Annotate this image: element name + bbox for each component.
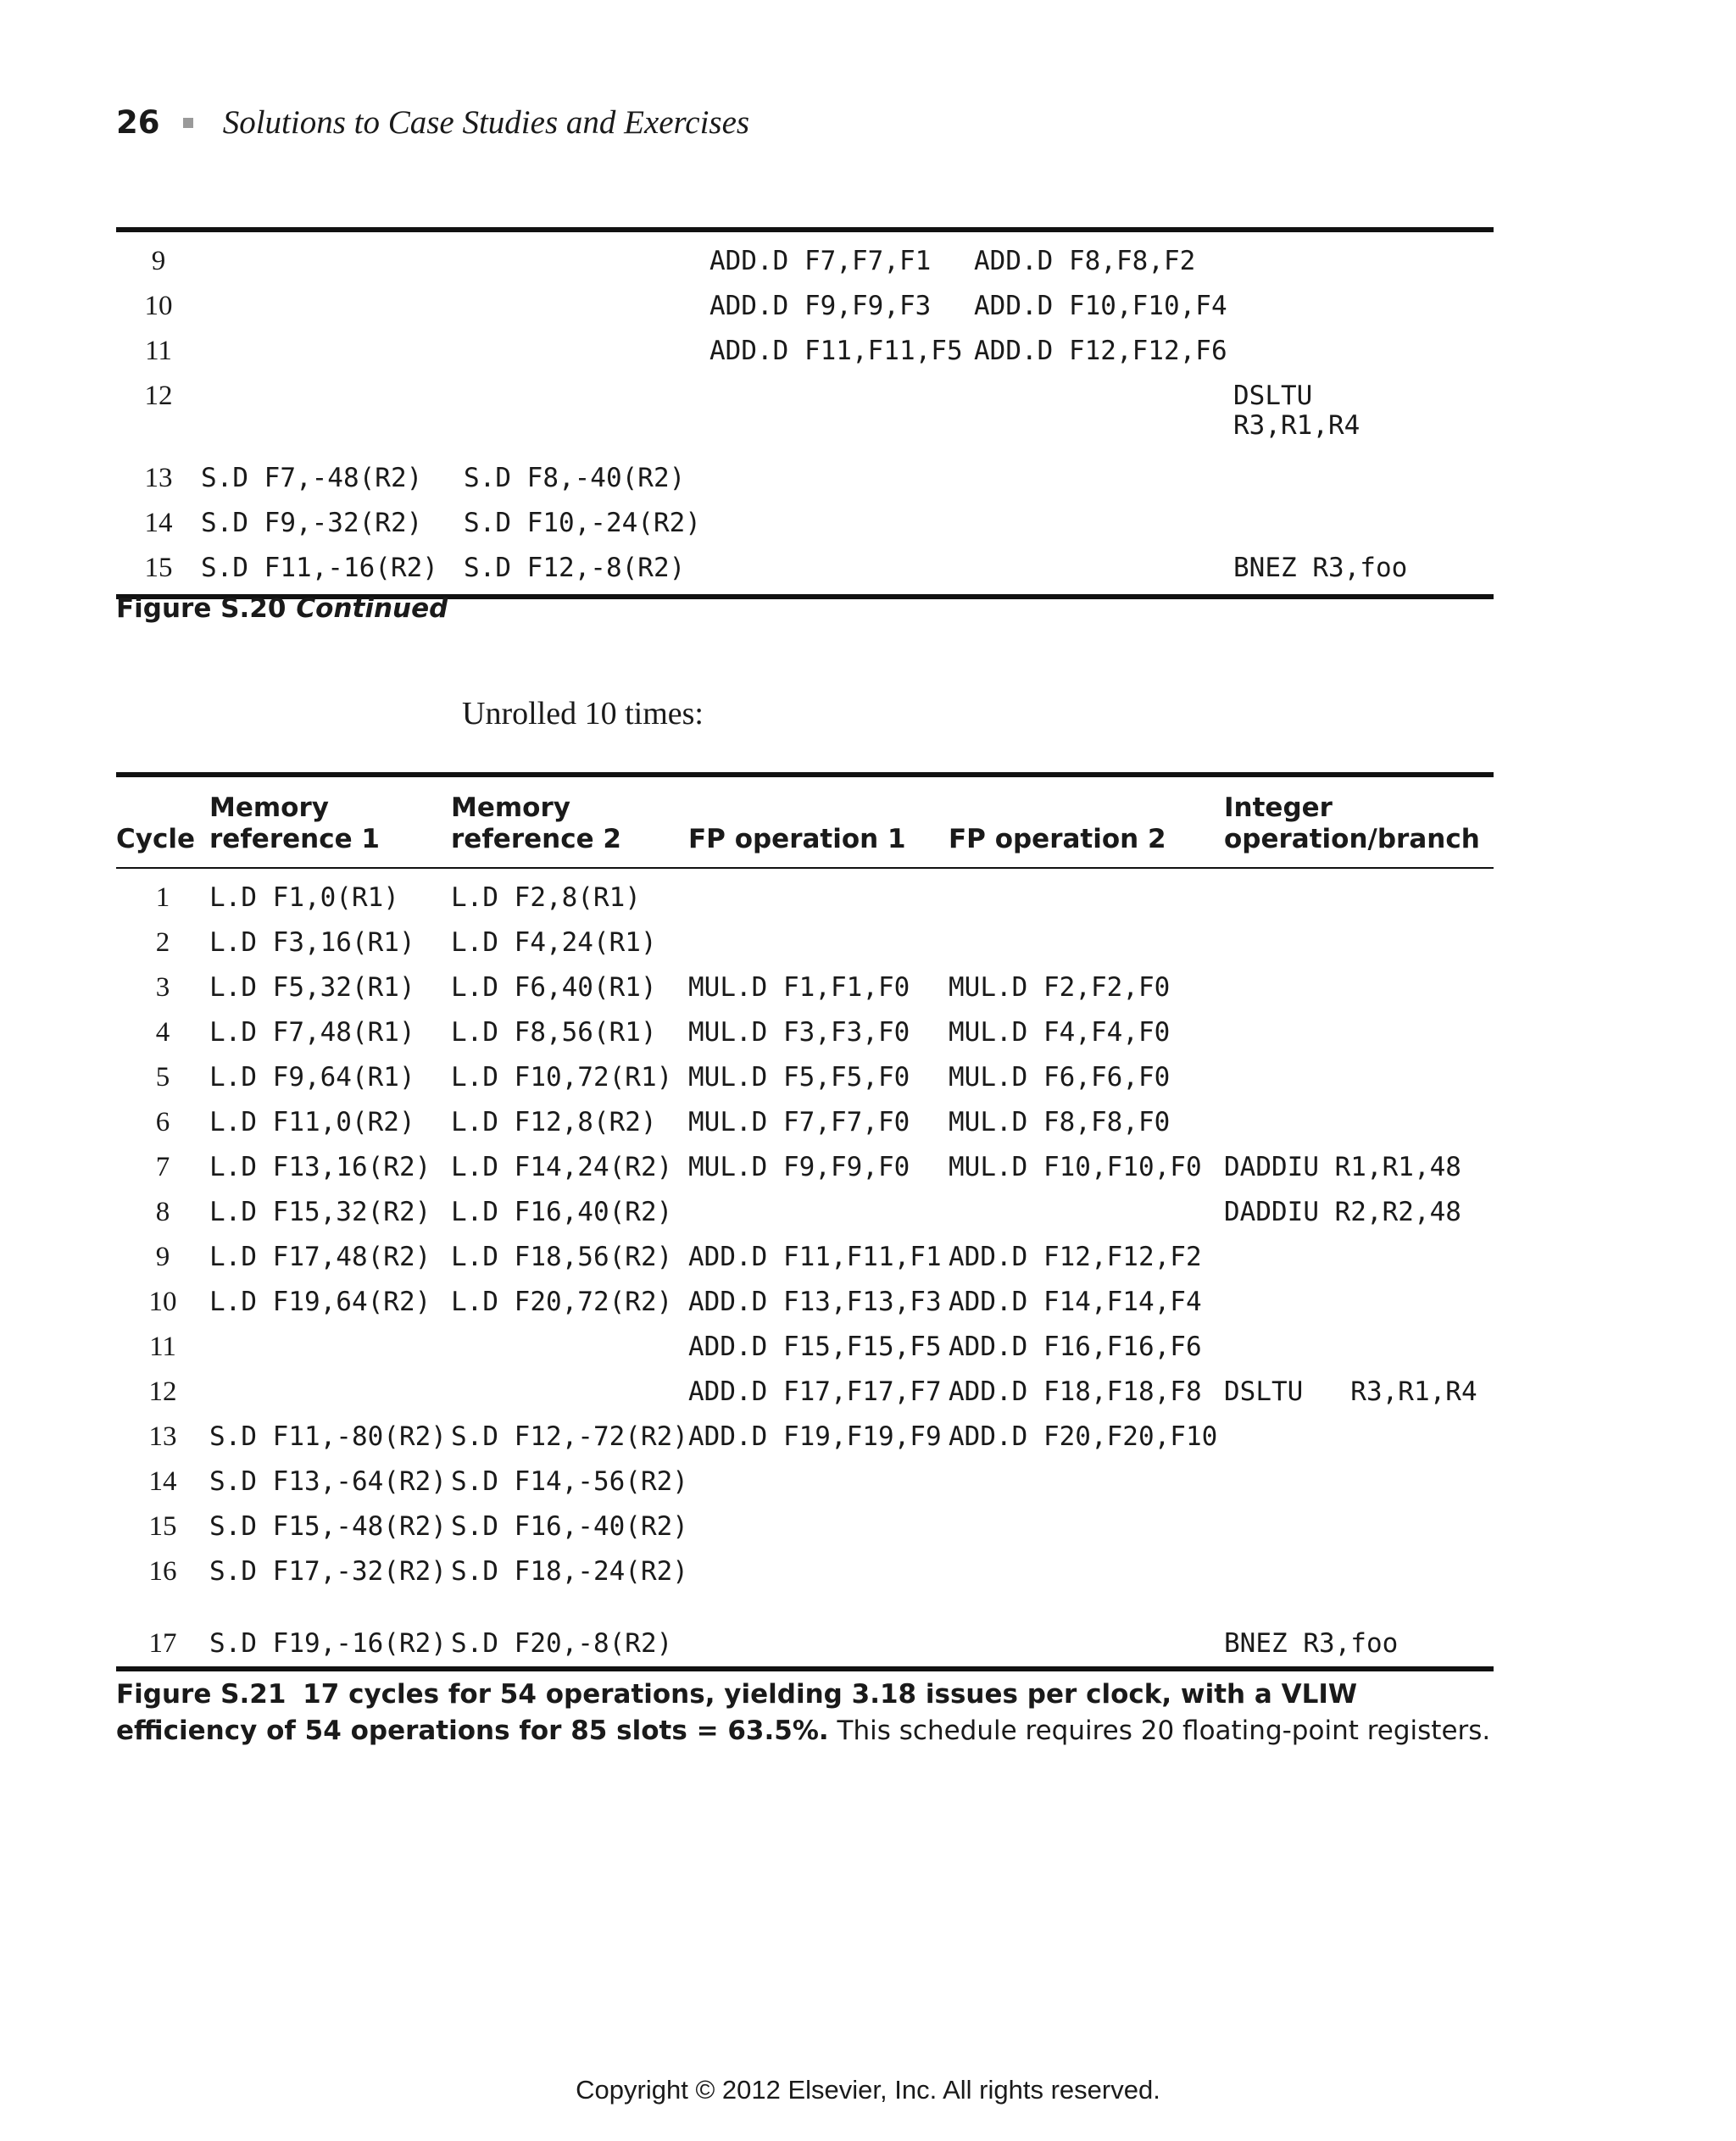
cell-mem1: S.D F15,-48(R2) (209, 1511, 447, 1542)
cell-int (1224, 868, 1494, 920)
cell-cycle: 14 (148, 1466, 177, 1497)
table-row (116, 374, 1494, 456)
cell-mem1: S.D F13,-64(R2) (209, 1466, 447, 1497)
table-row (116, 1055, 1494, 1100)
cell-cycle: 12 (148, 1376, 177, 1407)
cell-fp1 (688, 1594, 949, 1669)
cell-cycle: 4 (155, 1017, 170, 1048)
table-row (116, 965, 1494, 1010)
cell-fp2 (974, 374, 1233, 456)
cell-fp1: MUL.D F5,F5,F0 (688, 1062, 910, 1093)
cell-cycle: 17 (148, 1628, 177, 1659)
figure-s20-body (116, 230, 1494, 597)
figure-s21-caption-bold: 17 cycles for 54 operations, yielding 3.18 issues per clock, with a VLIW efficiency of 54 operations for 85 slots = 63.5%. (116, 1679, 1358, 1746)
cell-int: BNEZ R3,foo (1233, 553, 1408, 583)
cell-mem2: S.D F8,-40(R2) (464, 463, 686, 493)
cell-cycle: 9 (155, 1242, 170, 1272)
table-row (116, 546, 1494, 597)
cell-mem2 (451, 1325, 688, 1370)
cell-fp2 (949, 868, 1224, 920)
cell-fp2 (949, 1594, 1224, 1669)
cell-int (1224, 965, 1494, 1010)
cell-int (1233, 284, 1494, 329)
cell-mem1: S.D F7,-48(R2) (201, 463, 423, 493)
cell-mem1 (201, 284, 464, 329)
cell-mem1: L.D F19,64(R2) (209, 1287, 431, 1317)
cell-mem2 (464, 374, 709, 456)
cell-mem2: S.D F12,-72(R2) (451, 1421, 688, 1452)
table-row (116, 1370, 1494, 1415)
cell-int (1224, 1549, 1494, 1594)
cell-mem1: L.D F11,0(R2) (209, 1107, 415, 1137)
cell-fp1 (688, 1460, 949, 1504)
cell-int: DSLTU R3,R1,R4 (1224, 1376, 1477, 1407)
cell-fp2 (974, 546, 1233, 597)
cell-cycle: 9 (151, 246, 166, 276)
table-row (116, 1280, 1494, 1325)
cell-cycle: 15 (148, 1511, 177, 1542)
cell-mem2: S.D F12,-8(R2) (464, 553, 686, 583)
cell-mem2 (464, 284, 709, 329)
cell-cycle: 15 (144, 553, 173, 583)
cell-mem2: L.D F4,24(R1) (451, 927, 657, 958)
cell-fp2 (974, 456, 1233, 501)
cell-fp2 (949, 1504, 1224, 1549)
table-row (116, 1235, 1494, 1280)
cell-fp2: ADD.D F20,F20,F10 (949, 1421, 1218, 1452)
cell-int (1233, 456, 1494, 501)
cell-mem1 (209, 1370, 451, 1415)
cell-int: DADDIU R1,R1,48 (1224, 1152, 1461, 1182)
figure-s21-caption (116, 1677, 1506, 1749)
cell-fp1: ADD.D F7,F7,F1 (709, 246, 932, 276)
figure-s20-label: Figure S.20 (116, 593, 287, 624)
cell-mem1: L.D F7,48(R1) (209, 1017, 415, 1048)
cell-cycle: 2 (155, 927, 170, 958)
cell-mem1: S.D F19,-16(R2) (209, 1628, 447, 1659)
cell-fp2 (974, 501, 1233, 546)
cell-fp1 (688, 1549, 949, 1594)
figure-s21-caption-text: This schedule requires 20 floating-point registers. (837, 1716, 1491, 1746)
cell-fp1: ADD.D F17,F17,F7 (688, 1376, 942, 1407)
figure-s21-label: Figure S.21 (116, 1679, 287, 1710)
table-row (116, 1460, 1494, 1504)
cell-int (1224, 1325, 1494, 1370)
cell-cycle: 11 (145, 336, 172, 366)
cell-mem2: L.D F18,56(R2) (451, 1242, 673, 1272)
cell-fp1: MUL.D F1,F1,F0 (688, 972, 910, 1003)
cell-fp2 (949, 1190, 1224, 1235)
cell-mem1: L.D F1,0(R1) (209, 882, 399, 913)
table-row (116, 1325, 1494, 1370)
table-row (116, 1594, 1494, 1669)
cell-int (1233, 230, 1494, 284)
cell-mem2 (464, 329, 709, 374)
running-title: Solutions to Case Studies and Exercises (222, 104, 750, 141)
cell-int (1224, 1055, 1494, 1100)
cell-fp1 (688, 1190, 949, 1235)
cell-mem2: L.D F20,72(R2) (451, 1287, 673, 1317)
cell-fp2: MUL.D F4,F4,F0 (949, 1017, 1171, 1048)
cell-int (1224, 1010, 1494, 1055)
cell-mem2: S.D F14,-56(R2) (451, 1466, 688, 1497)
cell-int (1224, 1504, 1494, 1549)
cell-mem2: L.D F16,40(R2) (451, 1197, 673, 1227)
cell-int: BNEZ R3,foo (1224, 1628, 1399, 1659)
cell-fp1: ADD.D F9,F9,F3 (709, 291, 932, 321)
cell-int (1224, 1415, 1494, 1460)
cell-mem1 (201, 374, 464, 456)
cell-fp1: MUL.D F7,F7,F0 (688, 1107, 910, 1137)
header-mem2: Memory reference 2 (451, 775, 688, 868)
cell-mem2: S.D F16,-40(R2) (451, 1511, 688, 1542)
cell-mem2: L.D F12,8(R2) (451, 1107, 657, 1137)
cell-fp2 (949, 920, 1224, 965)
cell-fp1: ADD.D F19,F19,F9 (688, 1421, 942, 1452)
cell-mem1: L.D F15,32(R2) (209, 1197, 431, 1227)
figure-s21-body (116, 868, 1494, 1669)
cell-int (1224, 1280, 1494, 1325)
cell-fp2: MUL.D F10,F10,F0 (949, 1152, 1202, 1182)
header-cycle: Cycle (116, 775, 209, 868)
cell-fp2: ADD.D F16,F16,F6 (949, 1332, 1202, 1362)
cell-fp2: ADD.D F10,F10,F4 (974, 291, 1227, 321)
cell-mem2: L.D F8,56(R1) (451, 1017, 657, 1048)
cell-fp1: MUL.D F9,F9,F0 (688, 1152, 910, 1182)
cell-fp1: ADD.D F15,F15,F5 (688, 1332, 942, 1362)
cell-fp1: ADD.D F13,F13,F3 (688, 1287, 942, 1317)
table-row (116, 1010, 1494, 1055)
cell-cycle: 8 (155, 1197, 170, 1227)
table-row (116, 501, 1494, 546)
cell-fp2: ADD.D F14,F14,F4 (949, 1287, 1202, 1317)
cell-fp1: ADD.D F11,F11,F1 (688, 1242, 942, 1272)
cell-fp1 (688, 868, 949, 920)
header-separator (183, 118, 193, 128)
figure-s20-caption (116, 593, 448, 624)
table-row (116, 1415, 1494, 1460)
cell-fp2: ADD.D F18,F18,F8 (949, 1376, 1202, 1407)
figure-s21-header-row (116, 775, 1494, 868)
cell-fp2 (949, 1460, 1224, 1504)
cell-cycle: 12 (144, 381, 173, 411)
cell-cycle: 13 (148, 1421, 177, 1452)
cell-fp2: MUL.D F8,F8,F0 (949, 1107, 1171, 1137)
cell-mem2 (451, 1370, 688, 1415)
cell-mem1: L.D F5,32(R1) (209, 972, 415, 1003)
page-number: 26 (116, 104, 160, 141)
cell-mem2: L.D F14,24(R2) (451, 1152, 673, 1182)
cell-mem1: S.D F11,-16(R2) (201, 553, 438, 583)
cell-mem1: S.D F11,-80(R2) (209, 1421, 447, 1452)
unrolled-heading: Unrolled 10 times: (462, 696, 704, 731)
cell-fp1: ADD.D F11,F11,F5 (709, 336, 963, 366)
cell-mem1: L.D F13,16(R2) (209, 1152, 431, 1182)
cell-int: DSLTU R3,R1,R4 (1233, 381, 1360, 441)
table-row (116, 1504, 1494, 1549)
cell-cycle: 13 (144, 463, 173, 493)
cell-int: DADDIU R2,R2,48 (1224, 1197, 1461, 1227)
cell-mem1 (209, 1325, 451, 1370)
cell-fp1 (688, 920, 949, 965)
header-int: Integer operation/branch (1224, 775, 1494, 868)
cell-mem2: L.D F10,72(R1) (451, 1062, 673, 1093)
cell-mem2: L.D F2,8(R1) (451, 882, 641, 913)
cell-mem2: S.D F10,-24(R2) (464, 508, 701, 538)
cell-cycle: 6 (155, 1107, 170, 1137)
cell-int (1233, 329, 1494, 374)
cell-mem2 (464, 230, 709, 284)
cell-int (1224, 1100, 1494, 1145)
cell-fp2 (949, 1549, 1224, 1594)
cell-mem1: L.D F17,48(R2) (209, 1242, 431, 1272)
cell-fp1 (688, 1504, 949, 1549)
cell-cycle: 10 (144, 291, 173, 321)
table-row (116, 230, 1494, 284)
cell-mem1: S.D F9,-32(R2) (201, 508, 423, 538)
cell-mem2: S.D F18,-24(R2) (451, 1556, 688, 1587)
page-header (116, 103, 749, 154)
cell-mem1: L.D F9,64(R1) (209, 1062, 415, 1093)
table-row (116, 920, 1494, 965)
cell-cycle: 14 (144, 508, 173, 538)
cell-fp2: ADD.D F12,F12,F2 (949, 1242, 1202, 1272)
cell-fp2: MUL.D F6,F6,F0 (949, 1062, 1171, 1093)
table-row (116, 329, 1494, 374)
header-fp2: FP operation 2 (949, 775, 1224, 868)
cell-cycle: 1 (155, 882, 170, 913)
figure-s20-continued-table (116, 227, 1494, 599)
cell-cycle: 11 (149, 1332, 176, 1362)
table-row (116, 1190, 1494, 1235)
cell-cycle: 16 (148, 1556, 177, 1587)
cell-mem1: L.D F3,16(R1) (209, 927, 415, 958)
cell-cycle: 7 (155, 1152, 170, 1182)
cell-fp1 (709, 374, 974, 456)
cell-fp1 (709, 501, 974, 546)
cell-int (1224, 1460, 1494, 1504)
cell-cycle: 3 (155, 972, 170, 1003)
table-row (116, 1100, 1494, 1145)
cell-fp2: ADD.D F12,F12,F6 (974, 336, 1227, 366)
cell-mem1: S.D F17,-32(R2) (209, 1556, 447, 1587)
header-fp1: FP operation 1 (688, 775, 949, 868)
cell-mem2: L.D F6,40(R1) (451, 972, 657, 1003)
cell-mem2: S.D F20,-8(R2) (451, 1628, 673, 1659)
table-row (116, 1549, 1494, 1594)
table-row (116, 1145, 1494, 1190)
cell-int (1233, 501, 1494, 546)
cell-fp2: MUL.D F2,F2,F0 (949, 972, 1171, 1003)
cell-int (1224, 920, 1494, 965)
cell-int (1224, 1235, 1494, 1280)
cell-fp1 (709, 546, 974, 597)
cell-cycle: 5 (155, 1062, 170, 1093)
cell-mem1 (201, 329, 464, 374)
figure-s21-table (116, 772, 1494, 1671)
header-mem1: Memory reference 1 (209, 775, 451, 868)
copyright-notice: Copyright © 2012 Elsevier, Inc. All rights reserved. (576, 2075, 1160, 2105)
table-row (116, 284, 1494, 329)
cell-cycle: 10 (148, 1287, 177, 1317)
table-row (116, 868, 1494, 920)
cell-fp1: MUL.D F3,F3,F0 (688, 1017, 910, 1048)
table-row (116, 456, 1494, 501)
cell-fp2: ADD.D F8,F8,F2 (974, 246, 1196, 276)
cell-mem1 (201, 230, 464, 284)
figure-s20-caption-text: Continued (296, 593, 448, 624)
cell-fp1 (709, 456, 974, 501)
